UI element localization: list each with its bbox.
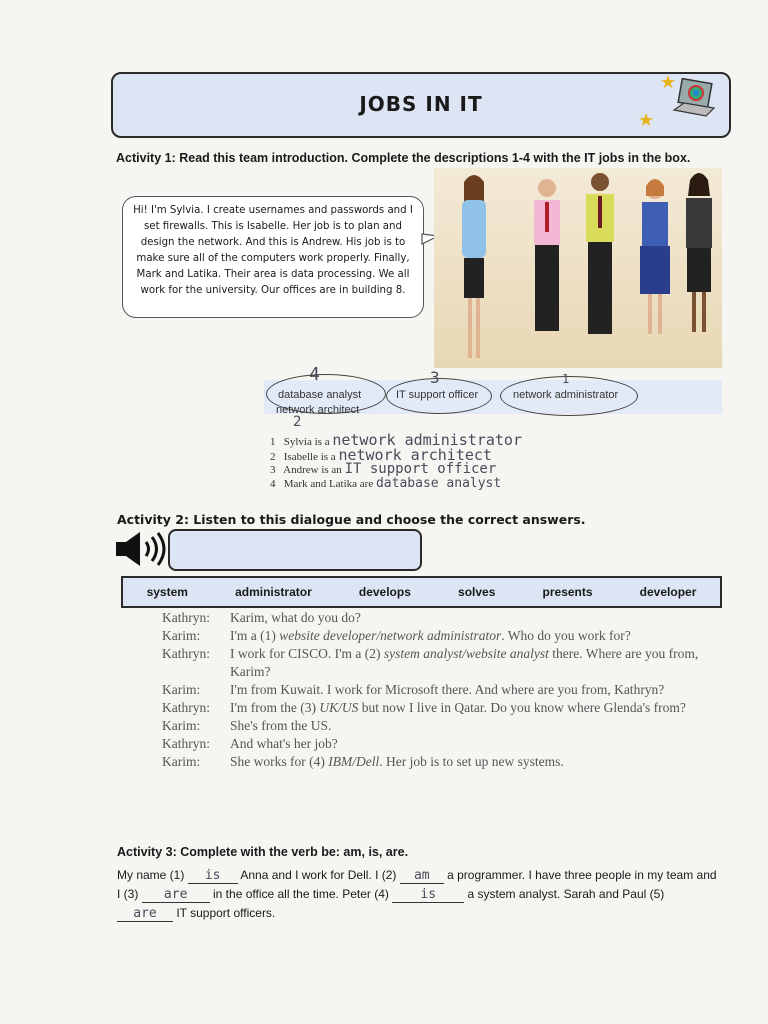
job-number-mark: 3 xyxy=(430,368,440,387)
handwritten-answer: database analyst xyxy=(375,476,502,491)
text-segment: a programmer. I have three people in my team and I (3) xyxy=(117,868,717,901)
answer-blank[interactable]: are xyxy=(142,888,210,903)
dialogue-line xyxy=(162,609,702,627)
line-text: there. Where are you from, Karim? xyxy=(230,646,699,679)
dialogue-line xyxy=(162,735,702,753)
text-segment: in the office all the time. Peter (4) xyxy=(209,887,393,901)
line-text: . Her job is to set up new systems. xyxy=(379,754,564,769)
line-text: I'm a (1) xyxy=(230,628,280,643)
page-title: JOBS IN IT xyxy=(359,92,483,116)
answer-blank[interactable]: am xyxy=(400,869,444,884)
activity3-heading: Activity 3: Complete with the verb be: am, is, are. xyxy=(117,845,409,859)
word-item: solves xyxy=(458,585,496,599)
sentence-text: Mark and Latika are xyxy=(283,478,374,490)
sentence-text: Isabelle is a xyxy=(283,451,336,463)
activity3-paragraph xyxy=(117,866,717,923)
answer-blank[interactable]: is xyxy=(392,888,464,903)
answer-choice[interactable]: IBM/Dell xyxy=(328,754,380,769)
sentence-number: 3 xyxy=(270,464,276,476)
word-item: administrator xyxy=(235,585,312,599)
line-text: Karim, what do you do? xyxy=(230,610,361,625)
line-text: I'm from the (3) xyxy=(230,700,320,715)
word-item: presents xyxy=(542,585,593,599)
dialogue-line xyxy=(162,681,702,699)
handwritten-answer: network administrator xyxy=(332,431,522,449)
line-text: She's from the US. xyxy=(230,718,332,733)
team-photo xyxy=(434,168,722,368)
answer-choice[interactable]: system analyst/website analyst xyxy=(383,646,549,661)
speaker-name: Karim: xyxy=(162,682,201,697)
answer-choice[interactable]: website developer/network administrator xyxy=(279,628,502,643)
dialogue-line xyxy=(162,717,702,735)
text-segment: My name (1) xyxy=(117,868,188,882)
star-icon: ★ xyxy=(638,110,655,130)
speaker-icon[interactable] xyxy=(114,530,168,573)
job-number-mark: 1 xyxy=(562,372,570,386)
job-number-mark: 2 xyxy=(293,414,302,430)
line-text: And what's her job? xyxy=(230,736,338,751)
text-segment: Anna and I work for Dell. I (2) xyxy=(237,868,400,882)
speaker-name: Karim: xyxy=(162,754,201,769)
word-item: developer xyxy=(639,585,697,599)
line-text: . Who do you work for? xyxy=(501,628,631,643)
sentence-row xyxy=(270,461,496,477)
dialogue xyxy=(162,609,702,771)
text-segment: a system analyst. Sarah and Paul (5) xyxy=(464,887,665,901)
handwritten-answer: IT support officer xyxy=(344,461,497,477)
job-option: network architect xyxy=(276,404,360,416)
sentence-number: 4 xyxy=(270,478,276,490)
activity1-heading: Activity 1: Read this team introduction. Complete the descriptions 1-4 with the IT jobs in the box. xyxy=(116,151,691,165)
job-number-mark: 4 xyxy=(309,364,320,385)
sentence-text: Sylvia is a xyxy=(283,436,330,448)
handwritten-answer: network architect xyxy=(338,446,492,464)
answer-blank[interactable]: is xyxy=(188,869,238,884)
speaker-name: Karim: xyxy=(162,718,201,733)
word-item: system xyxy=(146,585,188,599)
line-text: She works for (4) xyxy=(230,754,329,769)
answer-blank[interactable]: are xyxy=(117,907,173,922)
dialogue-line xyxy=(162,753,702,771)
sentence-number: 2 xyxy=(270,451,276,463)
word-item: develops xyxy=(358,585,411,599)
sentence-number: 1 xyxy=(270,436,276,448)
activity2-heading: Activity 2: Listen to this dialogue and choose the correct answers. xyxy=(117,512,586,527)
sentence-text: Andrew is an xyxy=(283,464,342,476)
answer-choice[interactable]: UK/US xyxy=(319,700,359,715)
speaker-name: Kathryn: xyxy=(162,736,210,751)
audio-player-box[interactable] xyxy=(168,529,422,571)
speech-bubble: Hi! I'm Sylvia. I create usernames and passwords and I set firewalls. This is Isabelle. Her job is to plan and design the network. And this is Andrew. His job is to make sure all of the computers work properly. Finally, Mark and Latika. Their area is data processing. We all work for the university. Our offices are in building 8. xyxy=(122,196,424,318)
dialogue-line xyxy=(162,699,702,717)
laptop-icon xyxy=(672,78,716,122)
text-segment: IT support officers. xyxy=(173,906,276,920)
sentence-row xyxy=(270,476,501,491)
star-icon: ★ xyxy=(660,72,677,92)
job-option: database analyst xyxy=(278,389,362,401)
speaker-name: Kathryn: xyxy=(162,610,210,625)
speaker-name: Kathryn: xyxy=(162,646,210,661)
job-option: IT support officer xyxy=(396,389,479,401)
word-box xyxy=(121,576,722,608)
speaker-name: Karim: xyxy=(162,628,201,643)
speaker-name: Kathryn: xyxy=(162,700,210,715)
line-text: but now I live in Qatar. Do you know where Glenda's from? xyxy=(358,700,686,715)
job-option: network administrator xyxy=(513,389,619,401)
line-text: I'm from Kuwait. I work for Microsoft there. And where are you from, Kathryn? xyxy=(230,682,665,697)
dialogue-line xyxy=(162,627,702,645)
line-text: I work for CISCO. I'm a (2) xyxy=(230,646,384,661)
dialogue-line xyxy=(162,645,702,681)
